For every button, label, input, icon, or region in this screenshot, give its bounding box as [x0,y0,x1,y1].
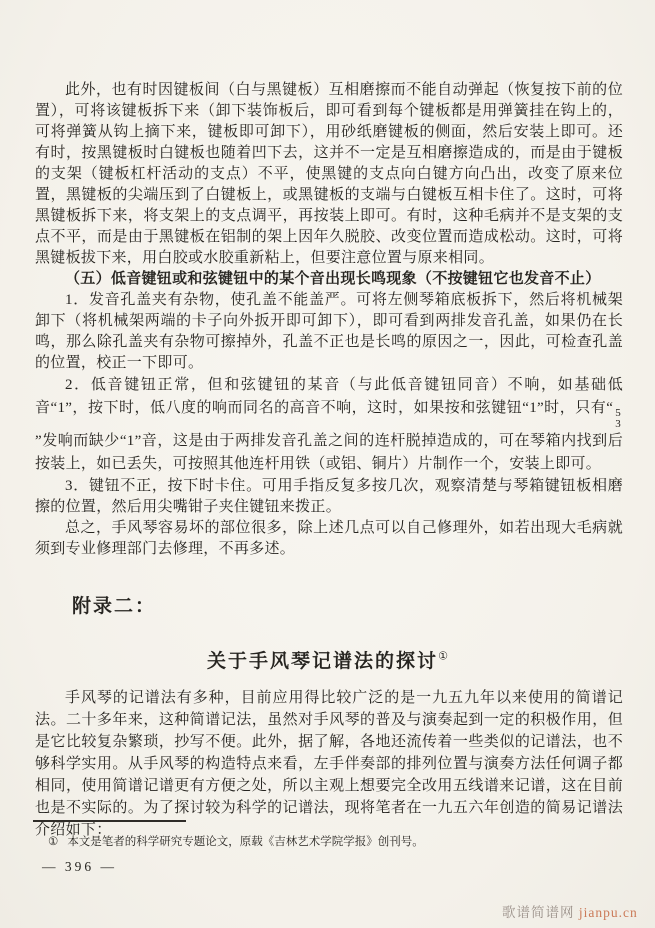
watermark-site-url: jianpu.cn [578,905,638,920]
fraction-denominator: 3 [615,418,621,430]
footnote-divider [33,820,186,822]
item2-text-before-fraction: 2．低音键钮正常，但和弦键钮的某音（与此低音键钮同音）不响，如基础低音“1”，按下时，低八度的响而同名的高音不响，这时，如果按和弦键钮“1”时，只有“ [35,377,623,416]
appendix-label: 附录二： [72,596,157,617]
section-heading-five: （五）低音键钮或和弦键钮中的某个音出现长鸣现象（不按键钮它也发音不止） [65,271,601,287]
list-item-3: 3．键钮不正，按下时卡住。可用手指反复多按几次，观察清楚与琴箱键钮板相磨擦的位置，然后用尖嘴钳子夹住键钮来拨正。 [35,478,623,515]
watermark [502,901,638,921]
list-item-2 [35,374,623,476]
footnote [48,835,608,850]
repair-section [35,80,623,560]
title-footnote-marker: ① [438,650,448,663]
fraction-5-over-3 [615,408,621,430]
item2-text-after-fraction: ”发响而缺少“1”音，这是由于两排发音孔盖之间的连杆脱掉造成的，可在琴箱内找到后按装上，如已丢失，可按照其他连杆用铁（或铝、铜片）片制作一个，安装上即可。 [35,433,623,472]
article-title [0,646,655,673]
article-title-text: 关于手风琴记谱法的探讨 [207,651,439,672]
footnote-marker: ① [48,836,59,848]
page-number: — 396 — [42,859,117,874]
paragraph-intro: 手风琴的记谱法有多种，目前应用得比较广泛的是一九五九年以来使用的简谱记法。二十多年来，这种简谱记法，虽然对手风琴的普及与演奏起到一定的积极作用，但是它比较复杂繁琐，抄写不便。此外，据了解，各地还流传着一些类似的记谱法，也不够科学实用。从手风琴的构造特点来看，左手伴奏部的排列位置与演奏方法任何调子都相同，使用简谱记谱更有方便之处，所以主观上想要完全改用五线谱来记谱，这在目前也是不实际的。为了探讨较为科学的记谱法，现将笔者在一九五六年创造的简易记谱法介绍如下： [35,690,623,838]
paragraph-summary: 总之，手风琴容易坏的部位很多，除上述几点可以自己修理外，如若出现大毛病就须到专业修理部门去修理，不再多述。 [35,520,623,557]
footnote-text: 本文是笔者的科学研究专题论文，原载《吉林艺术学院学报》创刊号。 [67,836,424,848]
paragraph-keyboard-repair: 此外，也有时因键板间（白与黑键板）互相磨擦而不能自动弹起（恢复按下前的位置），可将该键板拆下来（卸下装饰板后，即可看到每个键板都是用弹簧挂在钩上的，可将弹簧从钩上摘下来，键板即可卸下），用砂纸磨键板的侧面，然后安装上即可。还有时，按黑键板时白键板也随着凹下去，这并不一定是互相磨擦造成的，而是由于键板的支架（键板杠杆活动的支点）不平，使黑键的支点向白键方向凸出，改变了原来位置，黑键板的尖端压到了白键板上，或黑键板的支端与白键板互相卡住了。这时，可将黑键板拆下来，将支架上的支点调平，再按装上即可。有时，这种毛病并不是支架的支点不平，而是由于黑键板在铝制的架上因年久脱胶、改变位置而造成松动。这时，可将黑键板拔下来，用白胶或水胶重新粘上，但要注意位置与原来相同。 [35,82,623,266]
list-item-1: 1．发音孔盖夹有杂物，使孔盖不能盖严。可将左侧琴箱底板拆下，然后将机械架卸下（将机械架两端的卡子向外扳开即可卸下），即可看到两排发音孔盖，如果仍在长鸣，那么除孔盖夹有杂物可擦掉外，孔盖不正也是长鸣的原因之一，因此，可检查孔盖的位置，校正一下即可。 [35,292,623,371]
watermark-site-name: 歌谱简谱网 [502,905,575,920]
fraction-numerator: 5 [615,407,621,419]
